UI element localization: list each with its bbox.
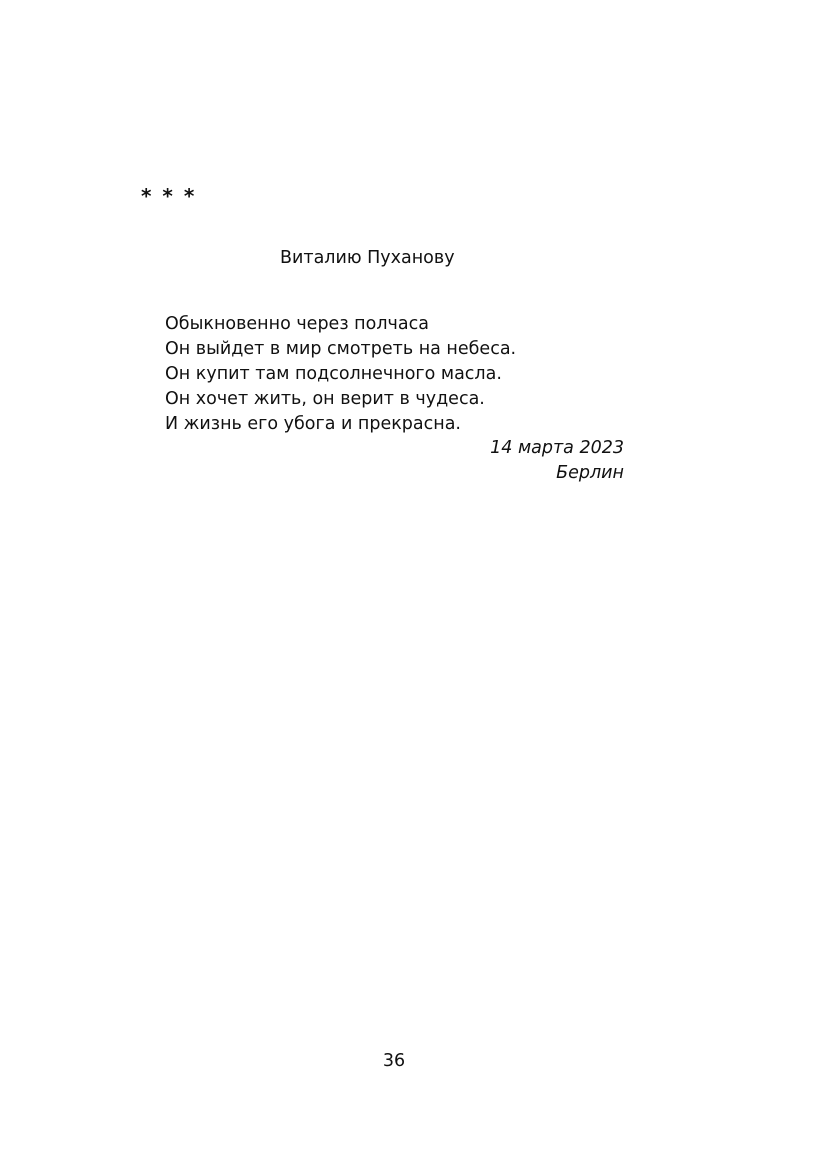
poem-body xyxy=(165,312,516,437)
poem-line: И жизнь его убога и прекрасна. xyxy=(165,414,461,434)
dedication: Виталию Пуханову xyxy=(280,248,455,268)
section-separator: * * * xyxy=(141,184,197,208)
poem-line: Он хочет жить, он верит в чудеса. xyxy=(165,389,485,409)
poem-line: Он купит там подсолнечного масла. xyxy=(165,364,502,384)
page-number: 36 xyxy=(382,1051,406,1071)
signature-date: 14 марта 2023 xyxy=(490,438,624,458)
signature-place: Берлин xyxy=(556,463,624,483)
poem-line: Он выйдет в мир смотреть на небеса. xyxy=(165,339,517,359)
signature-block xyxy=(490,436,624,486)
poem-line: Обыкновенно через полчаса xyxy=(165,314,429,334)
